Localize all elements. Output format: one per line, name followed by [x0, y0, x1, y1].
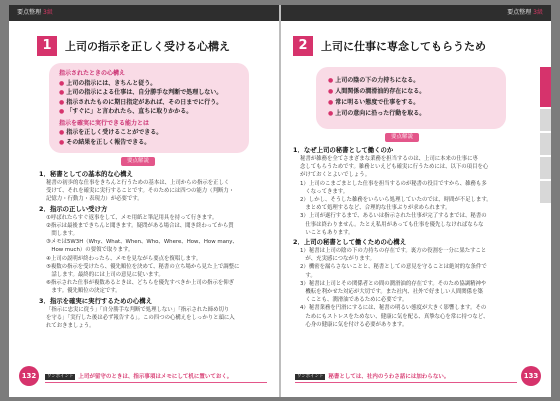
body-heading: 2．指示の正しい受け方 [39, 204, 108, 213]
section-title: 上司に仕事に専念してもらうため [321, 40, 486, 53]
left-body-text [39, 169, 271, 330]
right-page [281, 5, 551, 397]
list-item: ● その結果を正しく報告できる。 [59, 138, 151, 146]
chapter-index-tabs [540, 67, 551, 205]
body-paragraph: 秘書の初歩的な仕事をきちんと行うための基本は、上司からの指示を正しく 受けて、それを確実に実行することです。そのためには四つの能力（判断力・ 記憶力・行動力・表現力）が必要です。 [46, 180, 235, 203]
one-point-tag: ワンポイント [47, 374, 74, 379]
left-page-header [9, 5, 279, 21]
one-point-tag: ワンポイント [297, 374, 324, 379]
one-point-text: 秘書としては、社内のうわさ話には加わらない。 [328, 374, 450, 380]
list-item: ● 人間関係の潤滑油的存在になる。 [328, 88, 426, 95]
footer-rule [295, 382, 517, 383]
list-item: ● 常に明るい態度で仕事をする。 [328, 99, 420, 106]
section-title-row [37, 36, 269, 56]
right-page-header [281, 5, 551, 21]
list-item: ● 指示を正しく受けることができる。 [59, 129, 163, 136]
list-item: ● 指示されたものに期日指定があれば、その日までに行う。 [59, 98, 223, 106]
section-number-badge: 1 [37, 36, 57, 56]
explanation-label: 要点解説 [385, 133, 419, 142]
one-point-note [45, 371, 267, 383]
body-paragraph: ①呼ばれたらすぐ返事をして、メモ用紙と筆記用具を持って行きます。 ②指示は最後まできちんと聞きます。疑問がある場合は、聞き終わってから質 問します。 ③メモは5W3H（Why、What、When、Who、Where、How、How many、 How much）の要領で取ります。 ④上司の説明が終わったら、メモを見ながら要点を復唱します。 ⑤複数の指示を受けたら、優先順位を決めて、秘書の立ち場から見た上で調整に 話します。最終的には上司の意見に従います。 ⑥指示された仕事が複数あるときは、どちらを優先すべきか上司の指示を仰ぎ ます。優先順位の決定です。 [46, 214, 240, 295]
body-heading: 2．上司の秘書として働くための心構え [293, 238, 407, 247]
body-heading: 1．秘書としての基本的な心構え [39, 170, 133, 178]
body-paragraph: 秘書が雑務を全てさまざまな業務を担当するのは、上司に本来の仕事に専 念してもらうためです。雑務といえども確実に行うためには、以下の項目を心 がけておくとよいでしょう。 1）上司のこまごまとした仕事を担当するのが秘書の役目ですから、雑務も多 くなってきます。 2）しかし、そうした雑務をいらいら処理していたのでは、時間が不足します。 まとめて処理するなど、合理的な仕事ぶりが求められます。 3）上司が遂行するまで、あるいは指示された仕事が完了するまでは、秘書の 仕事は終わりません。たとえ私用があっても仕事を優先しなければならな いこともあります。 [300, 156, 492, 236]
chapter-tab[interactable] [540, 157, 551, 179]
section-number-badge: 2 [293, 36, 313, 56]
section-title: 上司の指示を正しく受ける心構え [65, 40, 230, 53]
list-item: ● 上司の指示には、きちんと従う。 [59, 79, 157, 87]
header-level: 3級 [43, 9, 53, 16]
chapter-tab[interactable] [540, 109, 551, 131]
header-prefix: 要点整理 [507, 9, 532, 16]
body-paragraph: 「指示に忠実に従う」「自分勝手な判断で処理しない」「指示された締め切り を守る」「実行した後は必ず報告する」。この四つの心構えをしっかりと頭に入 れておきましょう。 [46, 306, 235, 330]
section-title-row [293, 36, 525, 56]
summary-subheading-2: 指示を確実に実行できる能力とは [59, 119, 150, 127]
header-level: 3級 [533, 9, 543, 16]
page-number: 133 [521, 366, 541, 386]
summary-list [328, 75, 494, 119]
chapter-tab[interactable] [540, 133, 551, 155]
header-prefix: 要点整理 [17, 9, 42, 16]
footer-rule [45, 382, 267, 383]
body-heading: 1．なぜ上司の秘書として働くのか [293, 146, 394, 154]
page-number: 132 [19, 366, 39, 386]
body-paragraph: 1）秘書は上司の陰の下の力持ちの存在です。裏方の役割を一分に果たすこと が、充実感につながります。 2）機密を漏らさないことと、秘書としての意見を守ることは絶対的な条件で す。 3）秘書は上司とその関係者との間の潤滑油的存在です。そのため協調精神や 機転を利かせた対応が大切です。また社内、社外で好ましい人間関係を築 くことも、潤滑油であるために必要です。 4）秘書業務を円滑にするには、秘書の明るい態度が大きく影響します。その ためにもストレスをためない、健康に気を配る、真摯な心を常に持つなど、 心身の健康に気を付ける必要があります。 [300, 248, 489, 328]
list-item: ● 上司の意向に沿った行動を取る。 [328, 110, 426, 117]
summary-box [49, 63, 249, 153]
explanation-label: 要点解説 [121, 157, 155, 166]
summary-box [316, 67, 506, 129]
body-heading: 3．指示を確実に実行するための心構え [39, 296, 153, 305]
summary-list-2 [59, 128, 239, 147]
right-body-text [293, 145, 533, 329]
one-point-note [295, 371, 517, 383]
list-item: ● 上司の陰の下の力持ちになる。 [328, 77, 420, 84]
list-item: ● 「すぐに」と言われたら、直ちに取りかかる。 [59, 108, 193, 115]
summary-list-1 [59, 79, 239, 117]
summary-subheading-1: 指示されたときの心構え [59, 70, 126, 77]
book-spread [9, 5, 551, 397]
left-page [9, 5, 279, 397]
list-item: ● 上司の指示による仕事は、自分勝手な判断で処理しない。 [59, 89, 223, 96]
chapter-tab[interactable] [540, 181, 551, 203]
one-point-text: 上司が留守のときは、指示事項はメモにして机に置いておく。 [78, 374, 233, 380]
chapter-tab-active[interactable] [540, 67, 551, 107]
